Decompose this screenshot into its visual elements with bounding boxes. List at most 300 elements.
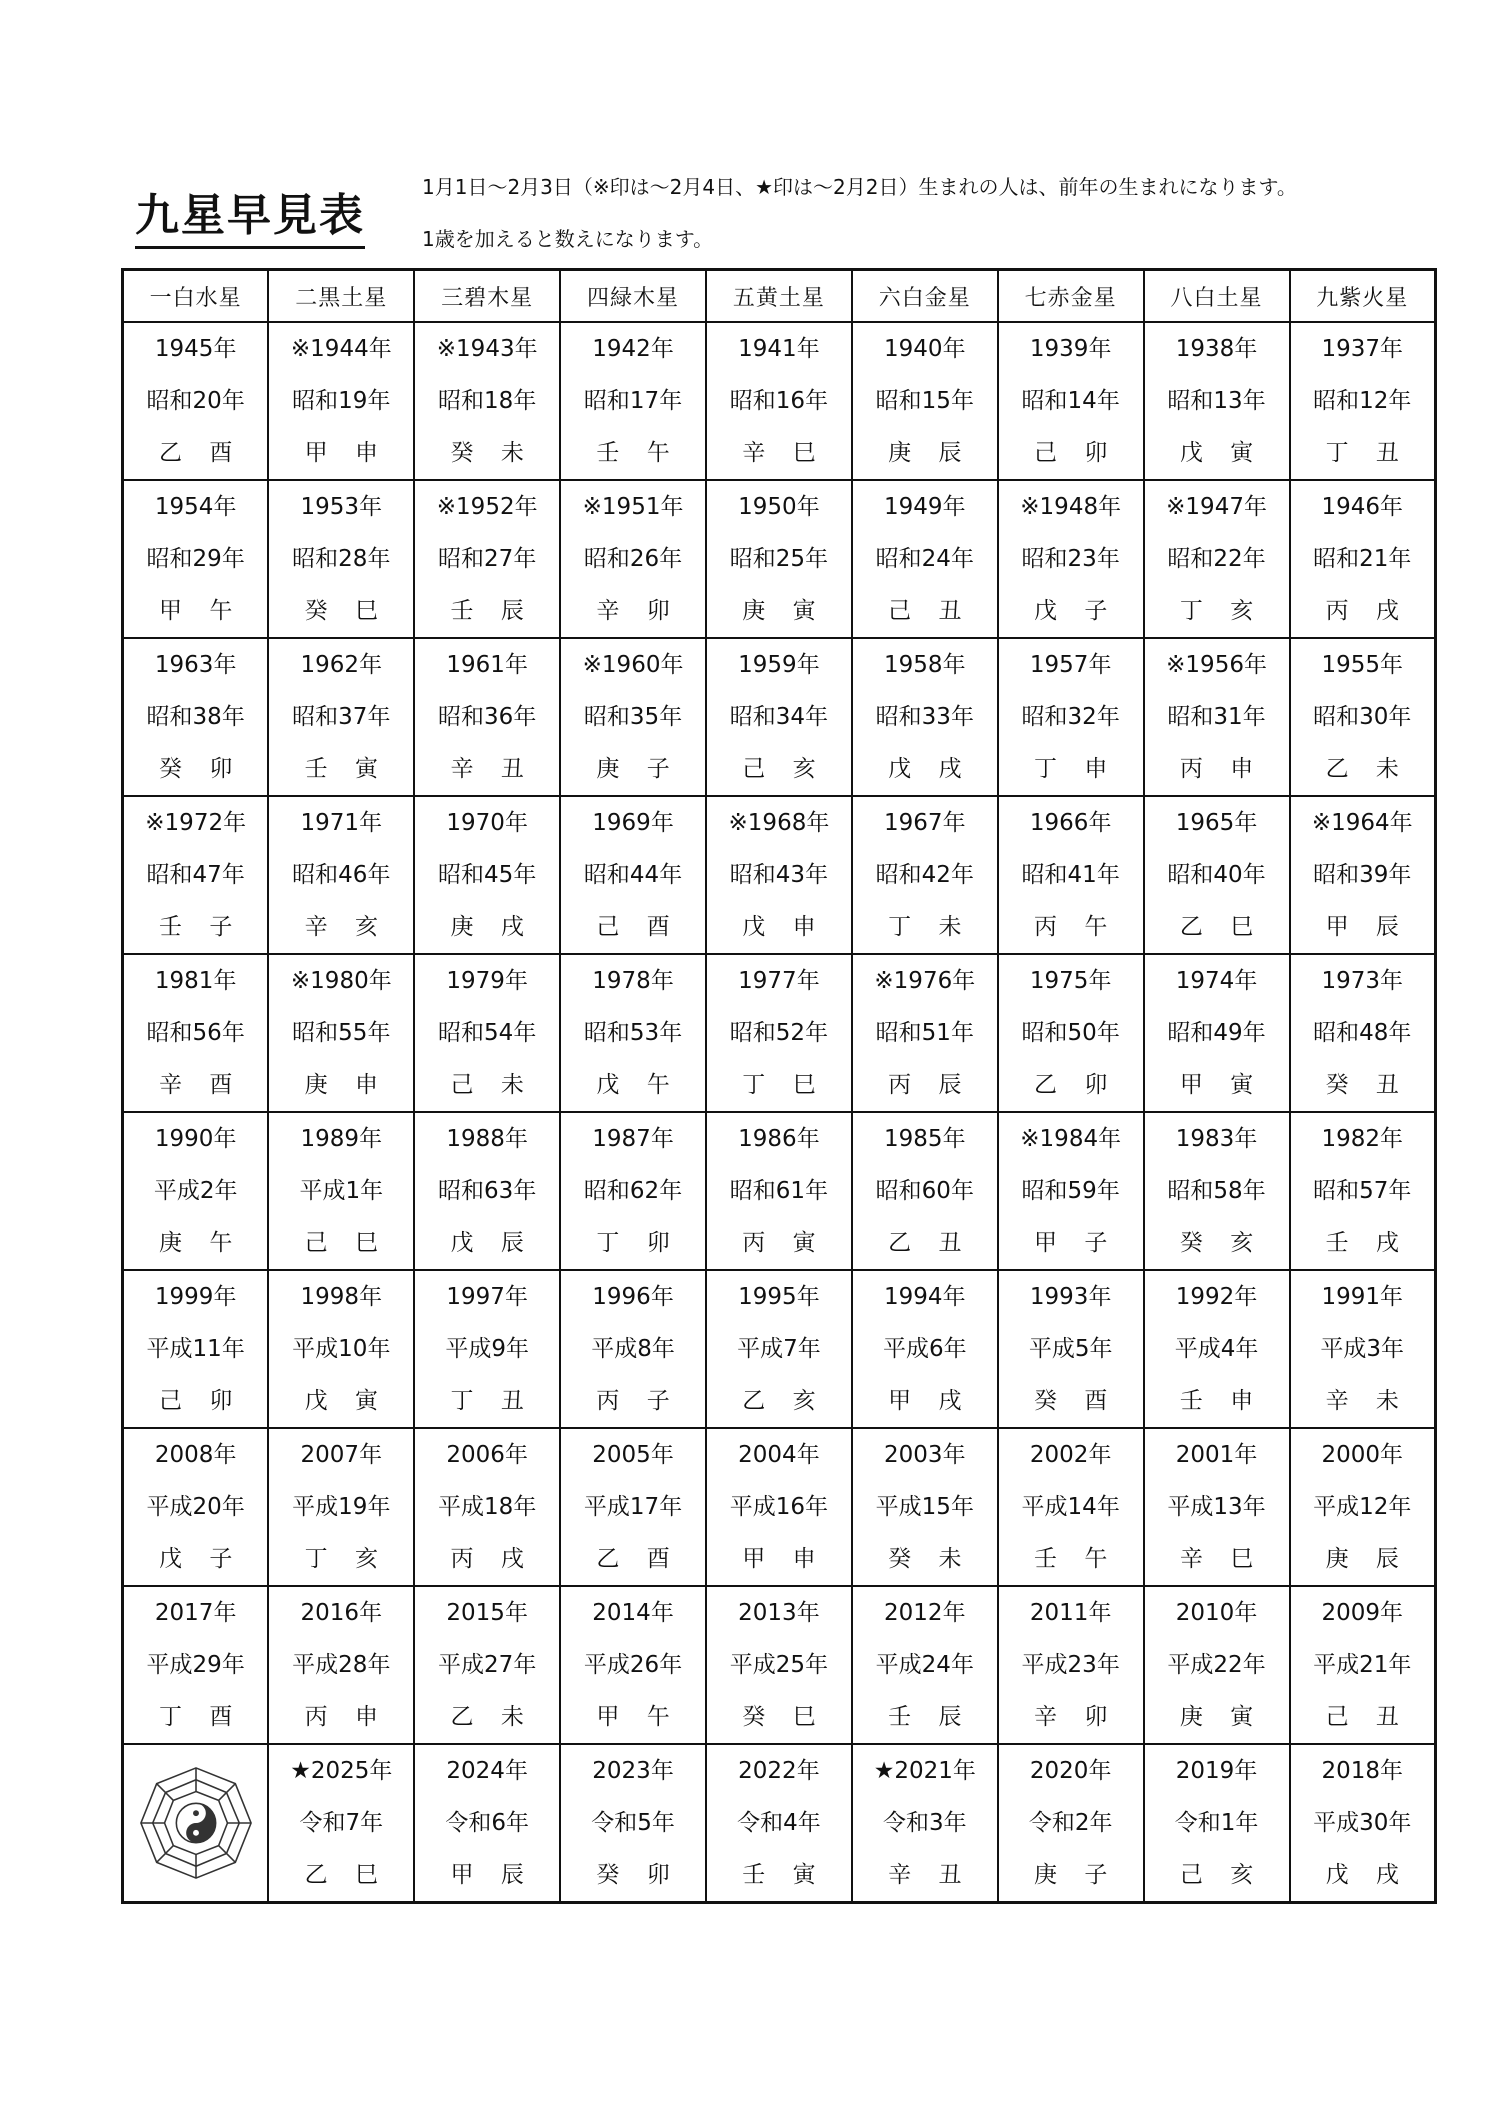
western-year: 1949年 xyxy=(884,494,966,520)
star-year-cell xyxy=(414,1744,560,1903)
star-year-cell xyxy=(414,1586,560,1744)
western-year: 1991年 xyxy=(1321,1284,1404,1310)
era-year: 令和1年 xyxy=(1174,1810,1259,1836)
zodiac-eto: 丙 寅 xyxy=(742,1230,826,1256)
western-year: 2011年 xyxy=(1029,1600,1112,1626)
western-year: 1954年 xyxy=(154,494,237,520)
era-year: 平成17年 xyxy=(583,1494,683,1520)
star-year-cell xyxy=(706,1270,852,1428)
western-year: 2017年 xyxy=(154,1600,237,1626)
zodiac-eto: 乙 亥 xyxy=(742,1388,826,1414)
era-year: 平成6年 xyxy=(882,1336,967,1362)
zodiac-eto: 丙 申 xyxy=(304,1704,388,1730)
era-year: 昭和35年 xyxy=(583,704,683,730)
star-year-cell xyxy=(1290,638,1436,796)
western-year: 2010年 xyxy=(1175,1600,1258,1626)
western-year: 1999年 xyxy=(154,1284,237,1310)
zodiac-eto: 丁 巳 xyxy=(742,1072,826,1098)
era-year: 昭和54年 xyxy=(438,1020,537,1046)
star-year-cell xyxy=(852,1428,998,1586)
era-year: 平成5年 xyxy=(1028,1336,1113,1362)
zodiac-eto: 甲 申 xyxy=(742,1546,826,1572)
era-year: 昭和33年 xyxy=(875,704,974,730)
era-year: 昭和15年 xyxy=(875,388,974,414)
zodiac-eto: 壬 辰 xyxy=(450,598,534,624)
zodiac-eto: 乙 巳 xyxy=(304,1862,388,1888)
western-year: 1958年 xyxy=(884,652,966,678)
zodiac-eto: 己 酉 xyxy=(596,914,680,940)
era-year: 昭和58年 xyxy=(1167,1178,1266,1204)
zodiac-eto: 庚 午 xyxy=(159,1230,243,1256)
table-row xyxy=(123,638,1436,796)
column-header: 二黒土星 xyxy=(268,270,414,323)
zodiac-eto: 甲 午 xyxy=(596,1704,680,1730)
star-year-cell xyxy=(706,1744,852,1903)
star-year-cell xyxy=(1144,1270,1290,1428)
western-year: ※1972年 xyxy=(145,810,247,836)
zodiac-eto: 癸 卯 xyxy=(159,756,243,782)
western-year: ※1968年 xyxy=(728,810,830,836)
star-year-cell xyxy=(706,638,852,796)
zodiac-eto: 戊 寅 xyxy=(304,1388,388,1414)
zodiac-eto: 己 丑 xyxy=(1325,1704,1409,1730)
western-year: 1962年 xyxy=(300,652,383,678)
column-header: 六白金星 xyxy=(852,270,998,323)
header-row xyxy=(123,270,1436,323)
star-year-cell xyxy=(123,796,269,954)
western-year: 2007年 xyxy=(300,1442,383,1468)
western-year: 1983年 xyxy=(1175,1126,1258,1152)
star-year-cell xyxy=(268,954,414,1112)
western-year: ※1948年 xyxy=(1020,494,1122,520)
zodiac-eto: 戊 戌 xyxy=(1325,1862,1409,1888)
zodiac-eto: 甲 寅 xyxy=(1179,1072,1264,1098)
western-year: 1973年 xyxy=(1321,968,1404,994)
star-year-cell xyxy=(268,1112,414,1270)
star-year-cell xyxy=(123,1428,269,1586)
star-year-cell xyxy=(268,480,414,638)
star-year-cell xyxy=(852,322,998,480)
era-year: 昭和46年 xyxy=(292,862,391,888)
zodiac-eto: 甲 辰 xyxy=(1325,914,1409,940)
era-year: 昭和45年 xyxy=(438,862,537,888)
western-year: 1974年 xyxy=(1175,968,1258,994)
star-year-cell xyxy=(1290,1428,1436,1586)
zodiac-eto: 丁 未 xyxy=(888,914,972,940)
star-year-cell xyxy=(414,1270,560,1428)
zodiac-eto: 戊 申 xyxy=(742,914,826,940)
table-row xyxy=(123,1112,1436,1270)
western-year: 1977年 xyxy=(738,968,820,994)
western-year: 1939年 xyxy=(1029,336,1112,362)
zodiac-eto: 庚 寅 xyxy=(742,598,826,624)
zodiac-eto: 癸 巳 xyxy=(742,1704,826,1730)
zodiac-eto: 癸 丑 xyxy=(1325,1072,1409,1098)
era-year: 昭和56年 xyxy=(146,1020,245,1046)
star-year-cell xyxy=(998,1744,1144,1903)
star-year-cell xyxy=(560,1744,706,1903)
era-year: 昭和37年 xyxy=(292,704,391,730)
era-year: 昭和44年 xyxy=(583,862,683,888)
era-year: 平成24年 xyxy=(875,1652,974,1678)
zodiac-eto: 乙 未 xyxy=(1325,756,1409,782)
zodiac-eto: 癸 未 xyxy=(888,1546,972,1572)
era-year: 平成7年 xyxy=(737,1336,821,1362)
western-year: 2014年 xyxy=(592,1600,674,1626)
western-year: 1995年 xyxy=(738,1284,820,1310)
zodiac-eto: 壬 午 xyxy=(1034,1546,1118,1572)
zodiac-eto: 戊 子 xyxy=(1034,598,1118,624)
star-year-cell xyxy=(123,480,269,638)
zodiac-eto: 甲 申 xyxy=(304,440,388,466)
zodiac-eto: 丙 午 xyxy=(1034,914,1118,940)
zodiac-eto: 己 卯 xyxy=(1034,440,1118,466)
nine-star-table xyxy=(121,268,1437,1904)
western-year: ※1944年 xyxy=(290,336,392,362)
star-year-cell xyxy=(560,1112,706,1270)
zodiac-eto: 丁 丑 xyxy=(450,1388,534,1414)
western-year: 1959年 xyxy=(738,652,820,678)
star-year-cell xyxy=(560,1428,706,1586)
western-year: ※1976年 xyxy=(874,968,976,994)
western-year: ※1956年 xyxy=(1166,652,1267,678)
zodiac-eto: 辛 酉 xyxy=(159,1072,243,1098)
star-year-cell xyxy=(268,322,414,480)
star-year-cell xyxy=(1290,1270,1436,1428)
table-row xyxy=(123,1586,1436,1744)
western-year: 1950年 xyxy=(738,494,820,520)
era-year: 昭和20年 xyxy=(146,388,245,414)
table-row xyxy=(123,796,1436,954)
era-year: 平成20年 xyxy=(146,1494,245,1520)
era-year: 昭和36年 xyxy=(438,704,537,730)
zodiac-eto: 壬 辰 xyxy=(888,1704,972,1730)
zodiac-eto: 癸 巳 xyxy=(304,598,388,624)
western-year: 2001年 xyxy=(1175,1442,1258,1468)
star-year-cell xyxy=(123,1270,269,1428)
zodiac-eto: 戊 戌 xyxy=(888,756,972,782)
era-year: 昭和55年 xyxy=(292,1020,391,1046)
western-year: 1987年 xyxy=(592,1126,674,1152)
star-year-cell xyxy=(998,1270,1144,1428)
era-year: 昭和41年 xyxy=(1021,862,1120,888)
era-year: 平成16年 xyxy=(729,1494,829,1520)
era-year: 令和7年 xyxy=(299,1810,384,1836)
zodiac-eto: 乙 丑 xyxy=(888,1230,972,1256)
star-year-cell xyxy=(998,1428,1144,1586)
star-year-cell xyxy=(852,796,998,954)
era-year: 令和2年 xyxy=(1028,1810,1113,1836)
western-year: 2020年 xyxy=(1029,1758,1112,1784)
era-year: 昭和39年 xyxy=(1313,862,1412,888)
zodiac-eto: 甲 午 xyxy=(159,598,243,624)
western-year: 1998年 xyxy=(300,1284,383,1310)
era-year: 昭和30年 xyxy=(1313,704,1412,730)
era-year: 昭和16年 xyxy=(729,388,829,414)
star-year-cell xyxy=(414,1428,560,1586)
western-year: 1979年 xyxy=(446,968,528,994)
zodiac-eto: 丙 子 xyxy=(596,1388,680,1414)
zodiac-eto: 庚 辰 xyxy=(1325,1546,1409,1572)
star-year-cell xyxy=(998,480,1144,638)
zodiac-eto: 己 亥 xyxy=(742,756,826,782)
star-year-cell xyxy=(123,322,269,480)
star-year-cell xyxy=(123,954,269,1112)
era-year: 昭和52年 xyxy=(729,1020,829,1046)
column-header: 八白土星 xyxy=(1144,270,1290,323)
western-year: 1961年 xyxy=(446,652,528,678)
western-year: 2008年 xyxy=(154,1442,237,1468)
era-year: 昭和42年 xyxy=(875,862,974,888)
era-year: 昭和62年 xyxy=(583,1178,683,1204)
western-year: 1992年 xyxy=(1175,1284,1258,1310)
western-year: 2006年 xyxy=(446,1442,528,1468)
western-year: 1967年 xyxy=(884,810,966,836)
zodiac-eto: 庚 戌 xyxy=(450,914,534,940)
era-year: 昭和50年 xyxy=(1021,1020,1120,1046)
era-year: 昭和26年 xyxy=(583,546,683,572)
era-year: 昭和21年 xyxy=(1313,546,1412,572)
star-year-cell xyxy=(706,1586,852,1744)
western-year: 1941年 xyxy=(738,336,820,362)
star-year-cell xyxy=(1144,1428,1290,1586)
western-year: 1988年 xyxy=(446,1126,528,1152)
era-year: 昭和27年 xyxy=(438,546,537,572)
star-year-cell xyxy=(1144,322,1290,480)
star-year-cell xyxy=(852,638,998,796)
era-year: 昭和63年 xyxy=(438,1178,537,1204)
era-year: 平成21年 xyxy=(1313,1652,1412,1678)
zodiac-eto: 癸 酉 xyxy=(1034,1388,1118,1414)
zodiac-eto: 戊 辰 xyxy=(450,1230,534,1256)
star-year-cell xyxy=(998,954,1144,1112)
era-year: 昭和12年 xyxy=(1313,388,1412,414)
zodiac-eto: 壬 申 xyxy=(1179,1388,1264,1414)
star-year-cell xyxy=(706,1112,852,1270)
zodiac-eto: 甲 子 xyxy=(1034,1230,1118,1256)
era-year: 昭和43年 xyxy=(729,862,829,888)
zodiac-eto: 乙 卯 xyxy=(1034,1072,1118,1098)
western-year: 1994年 xyxy=(884,1284,966,1310)
zodiac-eto: 癸 未 xyxy=(450,440,534,466)
zodiac-eto: 壬 戌 xyxy=(1325,1230,1409,1256)
western-year: 1938年 xyxy=(1175,336,1258,362)
era-year: 昭和32年 xyxy=(1021,704,1120,730)
column-header: 三碧木星 xyxy=(414,270,560,323)
zodiac-eto: 庚 子 xyxy=(596,756,680,782)
star-year-cell xyxy=(414,480,560,638)
western-year: 1942年 xyxy=(592,336,674,362)
star-year-cell xyxy=(414,638,560,796)
era-year: 平成11年 xyxy=(146,1336,245,1362)
zodiac-eto: 壬 子 xyxy=(159,914,243,940)
zodiac-eto: 戊 寅 xyxy=(1179,440,1264,466)
zodiac-eto: 丁 亥 xyxy=(1179,598,1264,624)
star-year-cell xyxy=(706,322,852,480)
western-year: 2004年 xyxy=(738,1442,820,1468)
era-year: 平成29年 xyxy=(146,1652,245,1678)
western-year: 2000年 xyxy=(1321,1442,1404,1468)
star-year-cell xyxy=(706,796,852,954)
era-year: 平成18年 xyxy=(438,1494,537,1520)
western-year: 1945年 xyxy=(154,336,237,362)
western-year: 1940年 xyxy=(884,336,966,362)
star-year-cell xyxy=(1144,1586,1290,1744)
western-year: 1981年 xyxy=(154,968,237,994)
column-header: 九紫火星 xyxy=(1290,270,1436,323)
column-header: 五黄土星 xyxy=(706,270,852,323)
zodiac-eto: 己 卯 xyxy=(159,1388,243,1414)
zodiac-eto: 癸 亥 xyxy=(1179,1230,1264,1256)
western-year: 1963年 xyxy=(154,652,237,678)
western-year: 2012年 xyxy=(884,1600,966,1626)
western-year: 1989年 xyxy=(300,1126,383,1152)
zodiac-eto: 丙 辰 xyxy=(888,1072,972,1098)
zodiac-eto: 辛 丑 xyxy=(450,756,534,782)
star-year-cell xyxy=(268,1586,414,1744)
star-year-cell xyxy=(560,322,706,480)
era-year: 昭和24年 xyxy=(875,546,974,572)
table-row xyxy=(123,322,1436,480)
era-year: 平成25年 xyxy=(729,1652,829,1678)
western-year: 2022年 xyxy=(738,1758,820,1784)
table-row xyxy=(123,1744,1436,1903)
zodiac-eto: 己 巳 xyxy=(304,1230,388,1256)
western-year: ※1943年 xyxy=(436,336,538,362)
era-year: 昭和19年 xyxy=(292,388,391,414)
western-year: 2013年 xyxy=(738,1600,820,1626)
era-year: 昭和59年 xyxy=(1021,1178,1120,1204)
era-year: 昭和13年 xyxy=(1167,388,1266,414)
era-year: 平成15年 xyxy=(875,1494,974,1520)
star-year-cell xyxy=(123,638,269,796)
western-year: 2016年 xyxy=(300,1600,383,1626)
star-year-cell xyxy=(560,480,706,638)
era-year: 昭和29年 xyxy=(146,546,245,572)
era-year: 昭和31年 xyxy=(1167,704,1266,730)
star-year-cell xyxy=(123,1112,269,1270)
era-year: 昭和22年 xyxy=(1167,546,1266,572)
era-year: 平成27年 xyxy=(438,1652,537,1678)
western-year: 1969年 xyxy=(592,810,674,836)
star-year-cell xyxy=(268,796,414,954)
star-year-cell xyxy=(1144,638,1290,796)
zodiac-eto: 壬 午 xyxy=(596,440,680,466)
zodiac-eto: 庚 寅 xyxy=(1179,1704,1264,1730)
era-year: 平成2年 xyxy=(153,1178,238,1204)
table-row xyxy=(123,480,1436,638)
western-year: 2018年 xyxy=(1321,1758,1404,1784)
era-year: 昭和18年 xyxy=(438,388,537,414)
western-year: 2023年 xyxy=(592,1758,674,1784)
western-year: 2015年 xyxy=(446,1600,528,1626)
western-year: 1957年 xyxy=(1029,652,1112,678)
western-year: 1953年 xyxy=(300,494,383,520)
zodiac-eto: 乙 未 xyxy=(450,1704,534,1730)
star-year-cell xyxy=(123,1586,269,1744)
column-header: 七赤金星 xyxy=(998,270,1144,323)
era-year: 令和5年 xyxy=(591,1810,675,1836)
star-year-cell xyxy=(852,1270,998,1428)
star-year-cell xyxy=(1144,796,1290,954)
birth-date-note: 1月1日～2月3日（※印は～2月4日、★印は～2月2日）生まれの人は、前年の生まれになります。 xyxy=(422,175,1297,199)
zodiac-eto: 丁 亥 xyxy=(304,1546,388,1572)
star-year-cell xyxy=(1290,480,1436,638)
western-year: 1965年 xyxy=(1175,810,1258,836)
zodiac-eto: 丁 申 xyxy=(1034,756,1118,782)
zodiac-eto: 己 丑 xyxy=(888,598,972,624)
western-year: 1978年 xyxy=(592,968,674,994)
western-year: 1946年 xyxy=(1321,494,1404,520)
star-year-cell xyxy=(1290,1744,1436,1903)
zodiac-eto: 丁 卯 xyxy=(596,1230,680,1256)
western-year: 1971年 xyxy=(300,810,383,836)
era-year: 平成19年 xyxy=(292,1494,391,1520)
western-year: 1982年 xyxy=(1321,1126,1404,1152)
zodiac-eto: 庚 辰 xyxy=(888,440,972,466)
star-year-cell xyxy=(1290,1112,1436,1270)
era-year: 平成30年 xyxy=(1313,1810,1412,1836)
era-year: 昭和40年 xyxy=(1167,862,1266,888)
star-year-cell xyxy=(268,1270,414,1428)
star-year-cell xyxy=(268,1428,414,1586)
era-year: 平成1年 xyxy=(299,1178,384,1204)
western-year: 1955年 xyxy=(1321,652,1404,678)
western-year: 1996年 xyxy=(592,1284,674,1310)
western-year: 2019年 xyxy=(1175,1758,1258,1784)
star-year-cell xyxy=(706,480,852,638)
zodiac-eto: 辛 卯 xyxy=(1034,1704,1118,1730)
star-year-cell xyxy=(706,1428,852,1586)
western-year: 1970年 xyxy=(446,810,528,836)
zodiac-eto: 己 未 xyxy=(450,1072,534,1098)
zodiac-eto: 癸 卯 xyxy=(596,1862,680,1888)
western-year: ※1960年 xyxy=(582,652,684,678)
star-year-cell xyxy=(852,1744,998,1903)
star-year-cell xyxy=(852,954,998,1112)
zodiac-eto: 辛 巳 xyxy=(742,440,826,466)
star-year-cell xyxy=(998,322,1144,480)
star-year-cell xyxy=(560,954,706,1112)
era-year: 平成22年 xyxy=(1167,1652,1266,1678)
era-year: 平成26年 xyxy=(583,1652,683,1678)
western-year: 2002年 xyxy=(1029,1442,1112,1468)
page-title: 九星早見表 xyxy=(135,190,365,249)
era-year: 昭和23年 xyxy=(1021,546,1120,572)
western-year: ※1952年 xyxy=(436,494,538,520)
star-year-cell xyxy=(998,1112,1144,1270)
era-year: 昭和49年 xyxy=(1167,1020,1266,1046)
star-year-cell xyxy=(852,480,998,638)
table-row xyxy=(123,954,1436,1112)
star-year-cell xyxy=(268,638,414,796)
era-year: 昭和57年 xyxy=(1313,1178,1412,1204)
era-year: 昭和28年 xyxy=(292,546,391,572)
bagua-yin-yang-icon xyxy=(137,1764,255,1882)
zodiac-eto: 丁 丑 xyxy=(1325,440,1409,466)
western-year: 1937年 xyxy=(1321,336,1404,362)
zodiac-eto: 己 亥 xyxy=(1179,1862,1264,1888)
star-year-cell xyxy=(998,638,1144,796)
western-year: 2024年 xyxy=(446,1758,528,1784)
star-year-cell xyxy=(1290,1586,1436,1744)
star-year-cell xyxy=(852,1586,998,1744)
western-year: ※1951年 xyxy=(582,494,684,520)
western-year: 1990年 xyxy=(154,1126,237,1152)
era-year: 昭和14年 xyxy=(1021,388,1120,414)
zodiac-eto: 乙 巳 xyxy=(1179,914,1264,940)
star-year-cell xyxy=(1290,954,1436,1112)
